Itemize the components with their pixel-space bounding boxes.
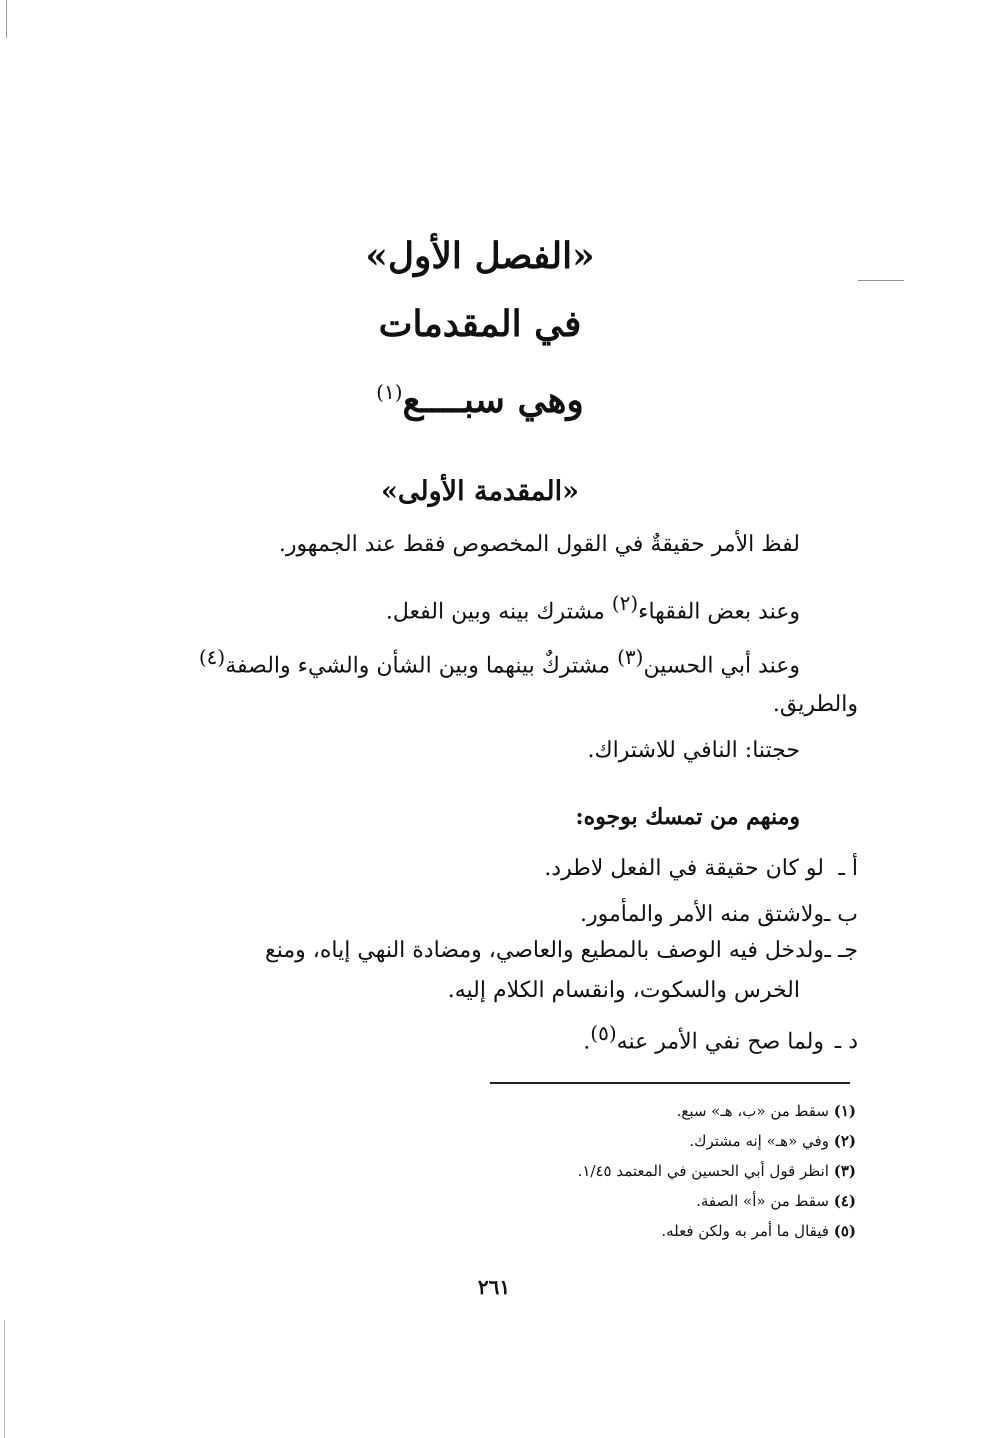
chapter-heading [160,222,800,426]
list-item [158,1016,858,1059]
list-item-end: . [583,1029,591,1055]
scan-edge-left [6,0,7,38]
paragraph-2 [386,586,800,629]
footnote-number: (٣) [833,1162,856,1180]
scan-mark [858,280,904,281]
footnote-text: فيقال ما أمر به ولكن فعله. [661,1222,834,1240]
chapter-subtitle: في المقدمات [378,303,582,345]
list-item-text: ولما صح نفي الأمر عنه [616,1029,824,1055]
footnote [396,1186,856,1216]
paragraph-3-continuation: والطريق. [772,692,858,717]
list-item [158,898,858,932]
footnote-divider [490,1082,850,1084]
chapter-title: «الفصل الأول» [365,235,595,277]
paragraph-3-middle: مشتركٌ بينهما وبين الشأن والشيء والصفة [225,653,618,679]
scan-edge-left-bottom [4,1320,5,1438]
footnote-text: وفي «هـ» إنه مشترك. [689,1132,834,1150]
footnote [396,1096,856,1126]
footnote-number: (٥) [833,1222,856,1240]
footnote [396,1216,856,1246]
list-item [158,852,858,886]
footnote-text: سقط من «أ» الصفة. [696,1192,834,1210]
page-number: ٢٦١ [477,1275,511,1299]
footnote [396,1156,856,1186]
footnote-text: انظر قول أبي الحسين في المعتمد ١/٤٥. [577,1162,834,1180]
paragraph-4: حجتنا: النافي للاشتراك. [587,738,800,763]
footnote-ref-1: (١) [376,380,403,404]
list-item-marker: أ ـ [838,856,858,881]
list-item-marker: د ـ [834,1029,858,1055]
section-title: «المقدمة الأولى» [381,476,579,507]
list-item-marker: ب ـ [823,902,858,927]
list-item-text: لو كان حقيقة في الفعل لاطرد. [544,856,824,881]
footnote-number: (١) [833,1102,856,1120]
list-item [158,934,858,968]
paragraph-3-start: وعند أبي الحسين [643,653,800,679]
chapter-count-text: وهي سبــــع [402,379,584,421]
footnote [396,1126,856,1156]
paragraph-3 [100,640,800,683]
footnote-ref-5: (٥) [590,1021,617,1045]
paragraph-2-start: وعند بعض الفقهاء [638,599,800,625]
chapter-count-line [160,358,800,426]
footnotes [396,1096,856,1246]
list-item-marker: جـ ـ [824,938,858,963]
footnote-ref-3: (٣) [617,645,644,669]
footnote-ref-2: (٢) [611,591,639,615]
list-item-continuation: الخرس والسكوت، وانقسام الكلام إليه. [447,978,800,1003]
footnote-number: (٢) [833,1132,856,1150]
paragraph-1: لفظ الأمر حقيقةٌ في القول المخصوص فقط عند الجمهور. [278,532,800,557]
list-item-text: ولاشتق منه الأمر والمأمور. [580,902,824,927]
paragraph-5: ومنهم من تمسك بوجوه: [575,804,800,830]
paragraph-2-end: مشترك بينه وبين الفعل. [385,599,612,625]
footnote-ref-4: (٤) [198,645,226,669]
footnote-number: (٤) [833,1192,856,1210]
footnote-text: سقط من «ب، هـ» سبع. [676,1102,834,1120]
list-item-text: ولدخل فيه الوصف بالمطيع والعاصي، ومضادة النهي إياه، ومنع [265,938,824,963]
